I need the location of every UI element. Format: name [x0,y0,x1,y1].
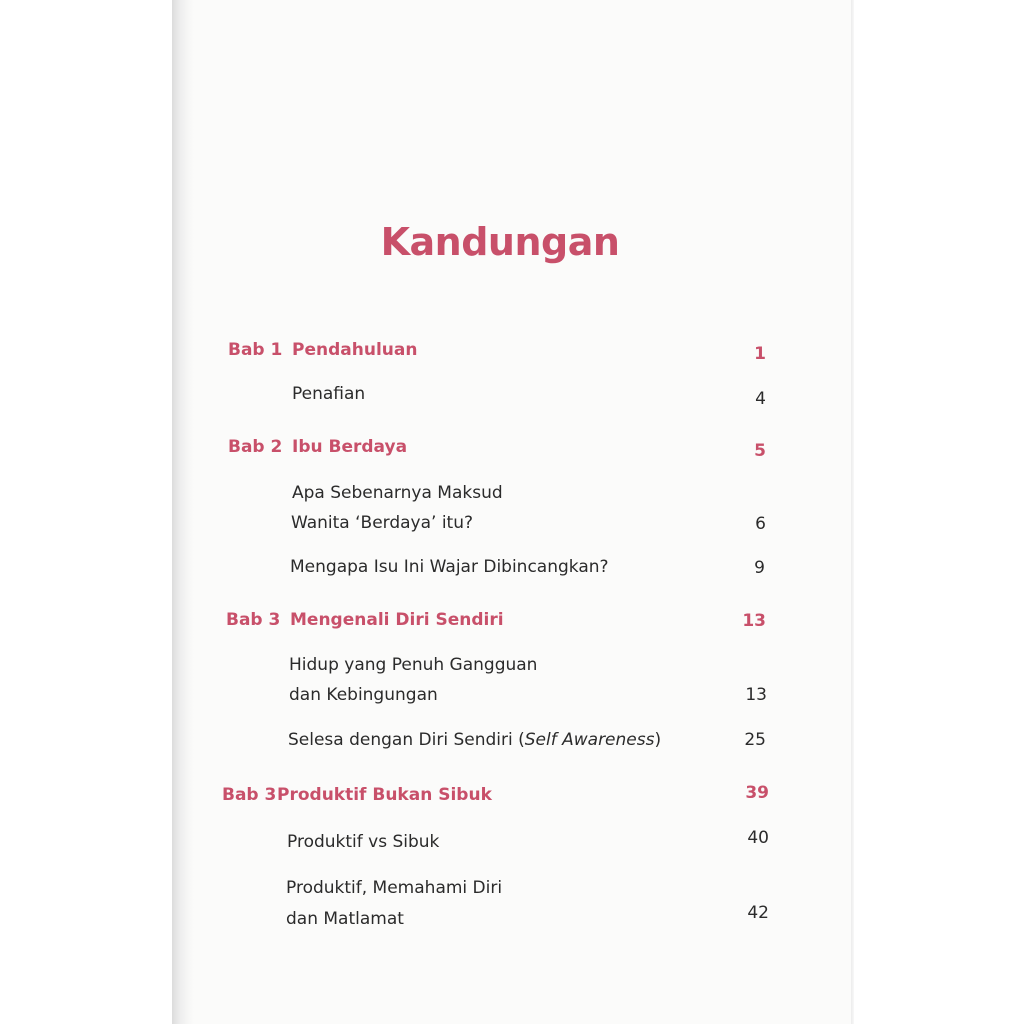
section-3-1-page: 13 [745,685,767,705]
section-3-2-text: Selesa dengan Diri Sendiri ( [288,730,525,750]
section-1-1-page: 4 [755,389,766,409]
section-1-1-line-1: Penafian [292,384,366,404]
section-3-2-page: 25 [744,730,766,750]
section-4-1-page: 40 [747,828,769,848]
section-3-2-italic: Self Awareness [524,730,655,750]
chapter-3-title: Mengenali Diri Sendiri [290,610,504,630]
section-4-1-line-1: Produktif vs Sibuk [287,832,440,852]
section-2-1-page: 6 [755,514,766,534]
chapter-4-title: Produktif Bukan Sibuk [277,785,492,805]
chapter-4-page: 39 [745,783,769,803]
chapter-2-title: Ibu Berdaya [292,437,408,457]
section-3-2-suffix: ) [654,730,662,750]
section-3-1-line-1: Hidup yang Penuh Gangguan [289,655,538,675]
page-edge [851,0,854,1024]
paper-page [172,0,852,1024]
page-title: Kandungan [380,220,620,264]
binding-shadow [172,0,194,1024]
section-4-2-line-2: dan Matlamat [286,909,404,929]
chapter-2-page: 5 [754,441,766,461]
section-3-1-line-2: dan Kebingungan [289,685,438,705]
chapter-3-page: 13 [742,611,766,631]
section-4-2-line-1: Produktif, Memahami Diri [286,878,503,898]
section-2-1-line-2: Wanita ‘Berdaya’ itu? [291,513,474,533]
chapter-1-page: 1 [754,344,766,364]
chapter-1-label: Bab 1 [228,340,283,360]
chapter-2-label: Bab 2 [228,437,283,457]
section-3-2-line-1 [288,730,661,750]
section-2-2-line-1: Mengapa Isu Ini Wajar Dibincangkan? [290,557,609,577]
section-2-2-page: 9 [754,558,765,578]
chapter-4-label: Bab 3 [222,785,277,805]
section-2-1-line-1: Apa Sebenarnya Maksud [292,483,503,503]
section-4-2-page: 42 [747,903,769,923]
chapter-3-label: Bab 3 [226,610,281,630]
chapter-1-title: Pendahuluan [292,340,418,360]
